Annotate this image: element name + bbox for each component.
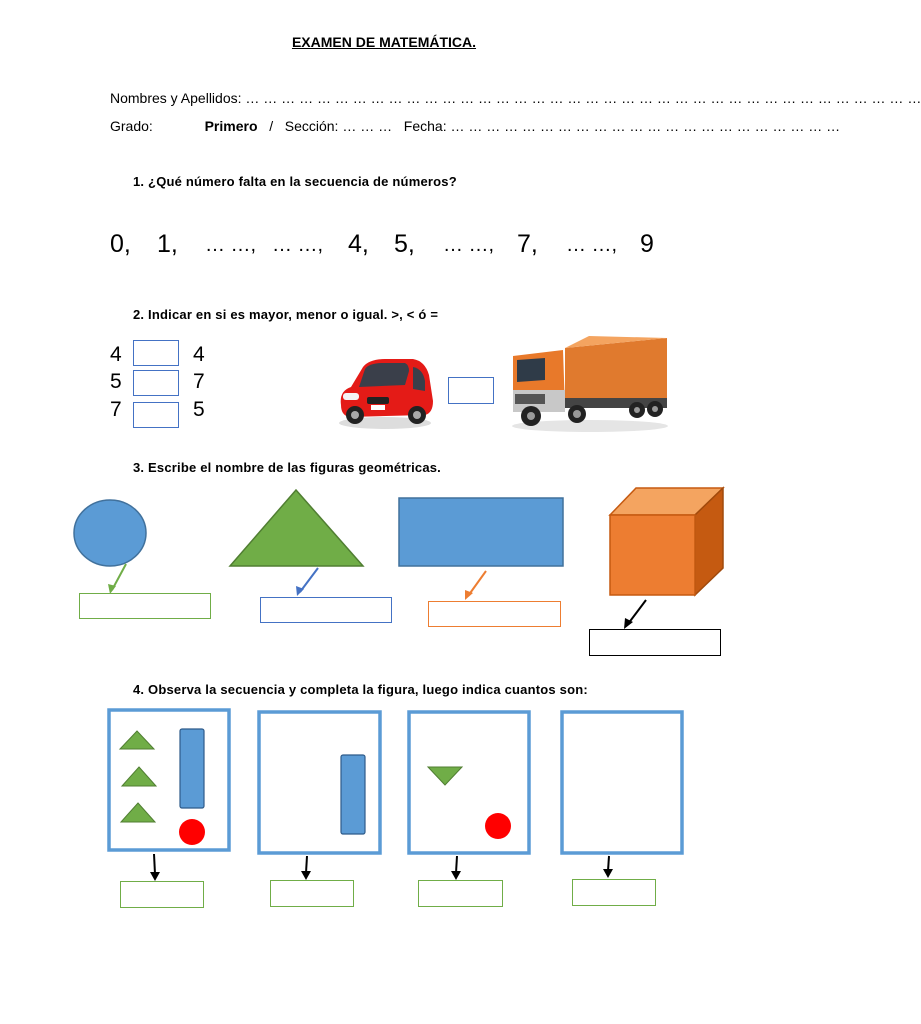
arrow-head bbox=[296, 586, 304, 596]
sequence-frame-2 bbox=[259, 712, 380, 853]
sequence-frame-1 bbox=[109, 710, 229, 850]
arrow-head bbox=[150, 872, 160, 881]
section-dots: … … … bbox=[342, 118, 393, 134]
compare-right-1: 4 bbox=[193, 343, 205, 366]
arrow-head bbox=[301, 871, 311, 880]
arrow-head bbox=[451, 871, 461, 880]
seq-item: 7, bbox=[517, 230, 538, 258]
grade-slash: / bbox=[269, 118, 274, 134]
compare-answer-box[interactable] bbox=[133, 402, 179, 428]
count-answer-box-3[interactable] bbox=[418, 880, 503, 907]
orange-truck-image bbox=[505, 334, 670, 434]
red-circle-shape bbox=[179, 819, 205, 845]
question-2: 2. Indicar en si es mayor, menor o igual. >, < ó = bbox=[133, 307, 439, 322]
triangle-shape bbox=[230, 490, 363, 566]
circle-name-answer-box[interactable] bbox=[79, 593, 211, 619]
seq-blank: … …, bbox=[272, 234, 324, 256]
seq-blank: … …, bbox=[205, 234, 257, 256]
sequence-frame-4 bbox=[562, 712, 682, 853]
arrow-line bbox=[112, 564, 126, 590]
arrow-line bbox=[468, 571, 486, 596]
grade-label: Grado: bbox=[110, 118, 153, 134]
tall-rectangle-shape bbox=[180, 729, 204, 808]
arrow-head bbox=[603, 869, 613, 878]
seq-item: 0, bbox=[110, 230, 131, 258]
name-line bbox=[110, 90, 921, 106]
inverted-triangle-shape bbox=[428, 767, 462, 785]
compare-left-1: 4 bbox=[110, 343, 122, 366]
date-dots: … … … … … … … … … … … … … … … … … … … … … … bbox=[450, 118, 841, 134]
cube-side-face bbox=[695, 488, 723, 595]
name-label: Nombres y Apellidos: bbox=[110, 90, 242, 106]
question-4: 4. Observa la secuencia y completa la figura, luego indica cuantos son: bbox=[133, 682, 588, 697]
cube-name-answer-box[interactable] bbox=[589, 629, 721, 656]
car-truck-compare-box[interactable] bbox=[448, 377, 494, 404]
sequence-frame-3 bbox=[409, 712, 529, 853]
arrow-head bbox=[624, 618, 633, 629]
tall-rectangle-shape bbox=[341, 755, 365, 834]
seq-item: 4, bbox=[348, 230, 369, 258]
circle-shape bbox=[74, 500, 146, 566]
compare-right-3: 5 bbox=[193, 398, 205, 421]
small-triangle-shape bbox=[120, 731, 154, 749]
red-car-image bbox=[335, 353, 435, 431]
question-3: 3. Escribe el nombre de las figuras geométricas. bbox=[133, 460, 441, 475]
compare-answer-box[interactable] bbox=[133, 340, 179, 366]
cube-top-face bbox=[610, 488, 723, 515]
date-label: Fecha: bbox=[403, 118, 447, 134]
seq-item: 1, bbox=[157, 230, 178, 258]
seq-blank: … …, bbox=[566, 234, 618, 256]
seq-blank: … …, bbox=[443, 234, 495, 256]
question-1: 1. ¿Qué número falta en la secuencia de números? bbox=[133, 174, 457, 189]
compare-answer-box[interactable] bbox=[133, 370, 179, 396]
arrow-line bbox=[306, 856, 307, 873]
name-dots: … … … … … … … … … … … … … … … … … … … … … … … … … … … … … … … … … … … … … … bbox=[245, 90, 921, 106]
compare-left-2: 5 bbox=[110, 370, 122, 393]
grade-line bbox=[110, 118, 840, 134]
exam-title: EXAMEN DE MATEMÁTICA. bbox=[291, 34, 477, 50]
arrow-line bbox=[300, 568, 318, 592]
small-triangle-shape bbox=[121, 803, 155, 822]
count-answer-box-4[interactable] bbox=[572, 879, 656, 906]
seq-item: 5, bbox=[394, 230, 415, 258]
rectangle-shape bbox=[399, 498, 563, 566]
compare-left-3: 7 bbox=[110, 398, 122, 421]
compare-right-2: 7 bbox=[193, 370, 205, 393]
red-circle-shape bbox=[485, 813, 511, 839]
arrow-head bbox=[465, 590, 473, 600]
grade-value: Primero bbox=[204, 118, 258, 134]
triangle-name-answer-box[interactable] bbox=[260, 597, 392, 623]
seq-item: 9 bbox=[640, 230, 654, 258]
small-triangle-shape bbox=[122, 767, 156, 786]
arrow-line bbox=[456, 856, 457, 873]
arrow-line bbox=[154, 854, 155, 874]
count-answer-box-2[interactable] bbox=[270, 880, 354, 907]
section-label: Sección: bbox=[284, 118, 339, 134]
cube-front-face bbox=[610, 515, 695, 595]
count-answer-box-1[interactable] bbox=[120, 881, 204, 908]
arrow-line bbox=[628, 600, 646, 624]
arrow-line bbox=[608, 856, 609, 871]
rectangle-name-answer-box[interactable] bbox=[428, 601, 561, 627]
